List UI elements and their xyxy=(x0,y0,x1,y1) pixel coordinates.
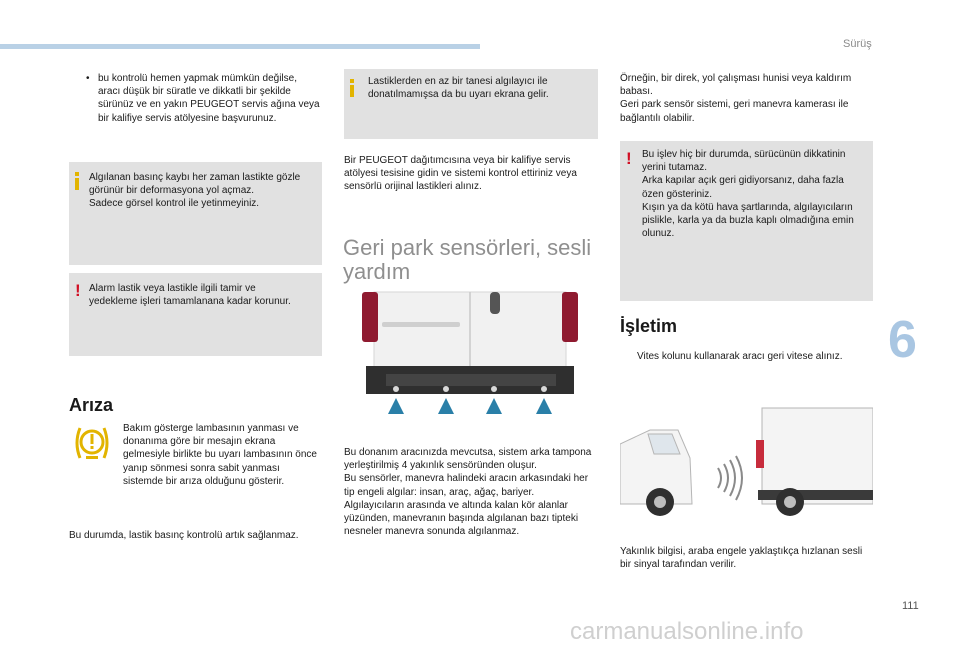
warning-note-text-2: Bu işlev hiç bir durumda, sürücünün dikkatinin yerini tutamaz. Arka kapılar açık geri gidiyorsanız, daha fazla özen gösteriniz. Kışın ya da kötü hava şartlarında, algılayıcıların pislikle, karla ya da buzla kaplı olmadığına emin olunuz. xyxy=(642,149,854,240)
sensor-description: Bu donanım aracınızda mevcutsa, sistem arka tampona yerleştirilmiş 4 yakınlık sensöründen oluşur. Bu sensörler, manevra halindeki aracın arkasındaki her tip engeli algılar: insan, araç, ağaç, bariyer. Algılayıcıların arasında ve altında kalan kör alanlar yüzünden, manevranın başında algılanan bazı tipteki nesneler manevra sonunda algılanmaz. xyxy=(344,447,592,538)
step-text: Vites kolunu kullanarak aracı geri vitese alınız. xyxy=(637,351,843,362)
ariza-footer-text: Bu durumda, lastik basınç kontrolü artık sağlanmaz. xyxy=(69,530,299,541)
page-number: 111 xyxy=(902,600,919,612)
info-note-box xyxy=(69,162,322,265)
service-warning-lamp-icon xyxy=(72,424,112,462)
example-paragraph: Örneğin, bir direk, yol çalışması hunisi veya kaldırım babası. Geri park sensör sistemi, geri manevra kamerası ile bağlantılı olabilir. xyxy=(620,73,852,124)
heading-ariza: Arıza xyxy=(69,395,114,415)
info-icon xyxy=(350,79,354,97)
warning-note-box-2 xyxy=(620,141,873,301)
info-icon xyxy=(75,172,79,190)
bullet-paragraph: bu kontrolü hemen yapmak mümkün değilse, aracı düşük bir süratle ve dikkatli bir şekilde sürünüz ve en yakın PEUGEOT servis ağına veya bir kalifiye servis atölyesine başvurunuz. xyxy=(98,73,320,124)
chapter-number: 6 xyxy=(888,311,917,369)
header-accent-bar xyxy=(0,44,480,49)
van-rear-sensors-illustration xyxy=(360,290,580,418)
info-note-box-2 xyxy=(344,69,598,139)
warning-exclamation-icon: ! xyxy=(75,281,81,300)
dealer-paragraph: Bir PEUGEOT dağıtımcısına veya bir kalifiye servis atölyesi tesisine gidin ve sistemi kontrol ettiriniz veya sensörlü orijinal lastikleri alınız. xyxy=(344,155,577,193)
bullet-marker: • xyxy=(86,73,90,84)
proximity-caption: Yakınlık bilgisi, araba engele yaklaştıkça hızlanan sesli bir sinyal tarafından verilir. xyxy=(620,546,863,571)
reversing-van-illustration xyxy=(620,404,873,520)
watermark: carmanualsonline.info xyxy=(570,618,804,645)
heading-isletim: İşletim xyxy=(620,316,678,336)
ariza-description: Bakım gösterge lambasının yanması ve donanıma göre bir mesajın ekrana gelmesiyle birlikte bu uyarı lambasının önce yanıp sönmesi sonra sabit yanması sistemde bir arıza olduğunu gösterir. xyxy=(123,423,317,487)
warning-exclamation-icon: ! xyxy=(626,149,632,168)
section-title: Sürüş xyxy=(843,38,872,50)
warning-note-box xyxy=(69,273,322,356)
heading-park-sensors: Geri park sensörleri, sesli yardım xyxy=(343,235,592,284)
info-note-text: Algılanan basınç kaybı her zaman lastikte gözle görünür bir deformasyona yol açmaz. Sadece görsel kontrol ile yetinmeyiniz. xyxy=(89,172,301,210)
info-note-text-2: Lastiklerden en az bir tanesi algılayıcı ile donatılmamışsa da bu uyarı ekrana gelir. xyxy=(368,76,549,101)
warning-note-text: Alarm lastik veya lastikle ilgili tamir ve yedekleme işleri tamamlanana kadar korunur. xyxy=(89,283,291,308)
